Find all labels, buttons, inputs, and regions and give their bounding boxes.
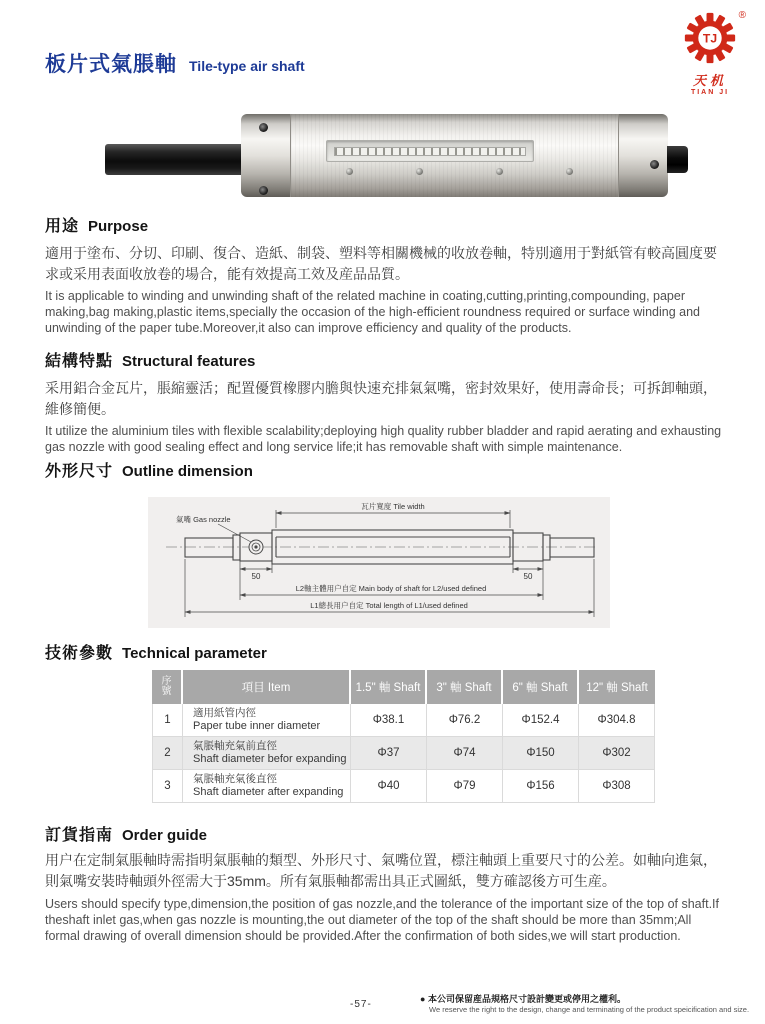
purpose-text-en: It is applicable to winding and unwinding shaft of the related machine in coating,cutting,printing,compounding, paper making,bag making,plastic items,specially the occasion of the high-efficient roundness required or surface winding and unwinding of the paper tube.Moreover,it also can improve efficiency and quality of the products. (45, 289, 700, 335)
left-journal (185, 538, 233, 557)
cell-value: Φ156 (503, 770, 579, 803)
cell-value: Φ308 (579, 770, 655, 803)
features-heading-zh: 結構特點 (45, 353, 114, 370)
cell-value: Φ37 (351, 737, 427, 770)
outline-heading-zh: 外形尺寸 (45, 463, 114, 480)
photo-screw-icon (346, 168, 353, 175)
registered-mark: ® (738, 10, 746, 21)
outline-heading-en: Outline dimension (122, 463, 253, 480)
cell-item-zh: 氣脹軸充氣前直徑 (193, 740, 277, 752)
cell-no: 2 (152, 737, 183, 770)
photo-screw-icon (650, 160, 659, 169)
footer-note (420, 992, 749, 1014)
col-header-shaft-3: 6" 軸 Shaft (503, 670, 579, 704)
cell-value: Φ79 (427, 770, 503, 803)
brand-name-en: TIAN JI (690, 89, 730, 96)
purpose-heading-en: Purpose (88, 218, 149, 235)
l1-label: L1總長用户自定 Total length of L1/used defined (310, 601, 468, 610)
features-text-en: It utilize the aluminium tiles with flexible scalability;deploying high quality rubber bladder and rapid aerating and exhausting gas nozzle with good sealing effect and long service life;it has removable shaft with simple maintenance. (45, 424, 722, 454)
dim-50-right: 50 (523, 572, 533, 581)
cell-item (183, 704, 351, 737)
cell-value: Φ38.1 (351, 704, 427, 737)
photo-tile-ticks (334, 147, 526, 156)
cell-no: 1 (152, 704, 183, 737)
order-heading (45, 822, 207, 845)
order-heading-en: Order guide (122, 827, 208, 844)
tile-width-label: 瓦片寬度 Tile width (361, 502, 425, 511)
parameter-table (152, 670, 655, 803)
cell-item (183, 770, 351, 803)
cell-value: Φ150 (503, 737, 579, 770)
col-header-item: 項目 Item (183, 670, 351, 704)
cell-value: Φ40 (351, 770, 427, 803)
gear-logo-icon (684, 12, 736, 64)
cell-item-en: Shaft diameter after expanding (193, 786, 344, 798)
page-number: -57- (350, 999, 372, 1010)
photo-screw-icon (566, 168, 573, 175)
logo-monogram: TJ (702, 31, 718, 46)
photo-tile-slot (326, 140, 534, 162)
purpose-text-zh: 適用于塗布、分切、印刷、復合、造紙、制袋、塑料等相關機械的收放卷軸，特別適用于對紙管有較高圓度要求或采用表面收放卷的場合，能有效提高工效及産品品質。 (45, 245, 717, 282)
product-photo (78, 102, 690, 198)
order-heading-zh: 訂貨指南 (45, 827, 114, 844)
photo-screw-icon (259, 186, 268, 195)
cell-item-en: Shaft diameter befor expanding (193, 753, 347, 765)
cell-item-zh: 適用紙管内徑 (193, 707, 256, 719)
photo-screw-icon (496, 168, 503, 175)
right-journal (550, 538, 594, 557)
order-text-en: Users should specify type,dimension,the position of gas nozzle,and the tolerance of the important size of the top of shaft.If theshaft inlet gas,when gas nozzle is mounting,the out diameter of the top of the shaft should be more than 35mm;All formal drawing of overall dimension should be provided.After the confirmation of both sides,we will start production. (45, 897, 719, 943)
photo-right-collar (618, 114, 668, 197)
footer-note-en: We reserve the right to the design, change and terminating of the product speicification and size. (429, 1005, 750, 1014)
features-heading-en: Structural features (122, 353, 256, 370)
left-step (233, 535, 240, 560)
cell-item-en: Paper tube inner diameter (193, 720, 321, 732)
col-header-index (152, 670, 183, 704)
brand-name-zh: 天机 (692, 74, 727, 89)
order-text-zh: 用户在定制氣脹軸時需指明氣脹軸的類型、外形尺寸、氣嘴位置，標注軸頭上重要尺寸的公差。如軸向進氣，則氣嘴安裝時軸頭外徑需大于35mm。所有氣脹軸都需出具正式圖紙，雙方確認後方可生産。 (45, 852, 717, 889)
parameters-heading (45, 640, 267, 663)
cell-item-zh: 氣脹軸充氣後直徑 (193, 773, 277, 785)
purpose-heading (45, 213, 148, 236)
col-header-shaft-1: 1.5" 軸 Shaft (351, 670, 427, 704)
brand-logo (672, 12, 748, 96)
cell-value: Φ76.2 (427, 704, 503, 737)
col-header-shaft-4: 12" 軸 Shaft (579, 670, 655, 704)
col-header-index-bottom: 號 (161, 686, 172, 697)
cell-value: Φ74 (427, 737, 503, 770)
outline-heading (45, 458, 253, 481)
features-text-zh: 采用鋁合金瓦片，脹縮靈活；配置優質橡膠内膽與快速充排氣氣嘴，密封效果好，使用壽命長；可拆卸軸頭，維修簡便。 (45, 380, 717, 417)
col-header-index-top: 序 (161, 676, 172, 687)
cell-item (183, 737, 351, 770)
cell-value: Φ302 (579, 737, 655, 770)
features-heading (45, 348, 255, 371)
photo-screw-icon (259, 123, 268, 132)
cell-no: 3 (152, 770, 183, 803)
parameters-heading-zh: 技術參數 (45, 645, 114, 662)
right-step (543, 535, 550, 560)
parameters-heading-en: Technical parameter (122, 645, 267, 662)
photo-screw-icon (416, 168, 423, 175)
gas-nozzle-label: 氣嘴 Gas nozzle (176, 515, 231, 524)
photo-gas-nozzle (667, 146, 688, 173)
outline-drawing (148, 497, 610, 628)
col-header-shaft-2: 3" 軸 Shaft (427, 670, 503, 704)
photo-shaft-journal (105, 144, 245, 175)
bullet-icon: ● (420, 994, 426, 1004)
page-title-zh: 板片式氣脹軸 (45, 53, 177, 76)
page-title (45, 48, 305, 78)
shaft-technical-drawing (148, 497, 610, 628)
cell-value: Φ304.8 (579, 704, 655, 737)
dim-50-left: 50 (251, 572, 261, 581)
purpose-heading-zh: 用途 (45, 218, 80, 235)
footer-note-zh: 本公司保留産品規格尺寸設計變更或停用之權利。 (427, 994, 626, 1004)
cell-value: Φ152.4 (503, 704, 579, 737)
l2-label: L2軸主體用户自定 Main body of shaft for L2/used defined (295, 584, 487, 593)
page-title-en: Tile-type air shaft (189, 58, 305, 74)
